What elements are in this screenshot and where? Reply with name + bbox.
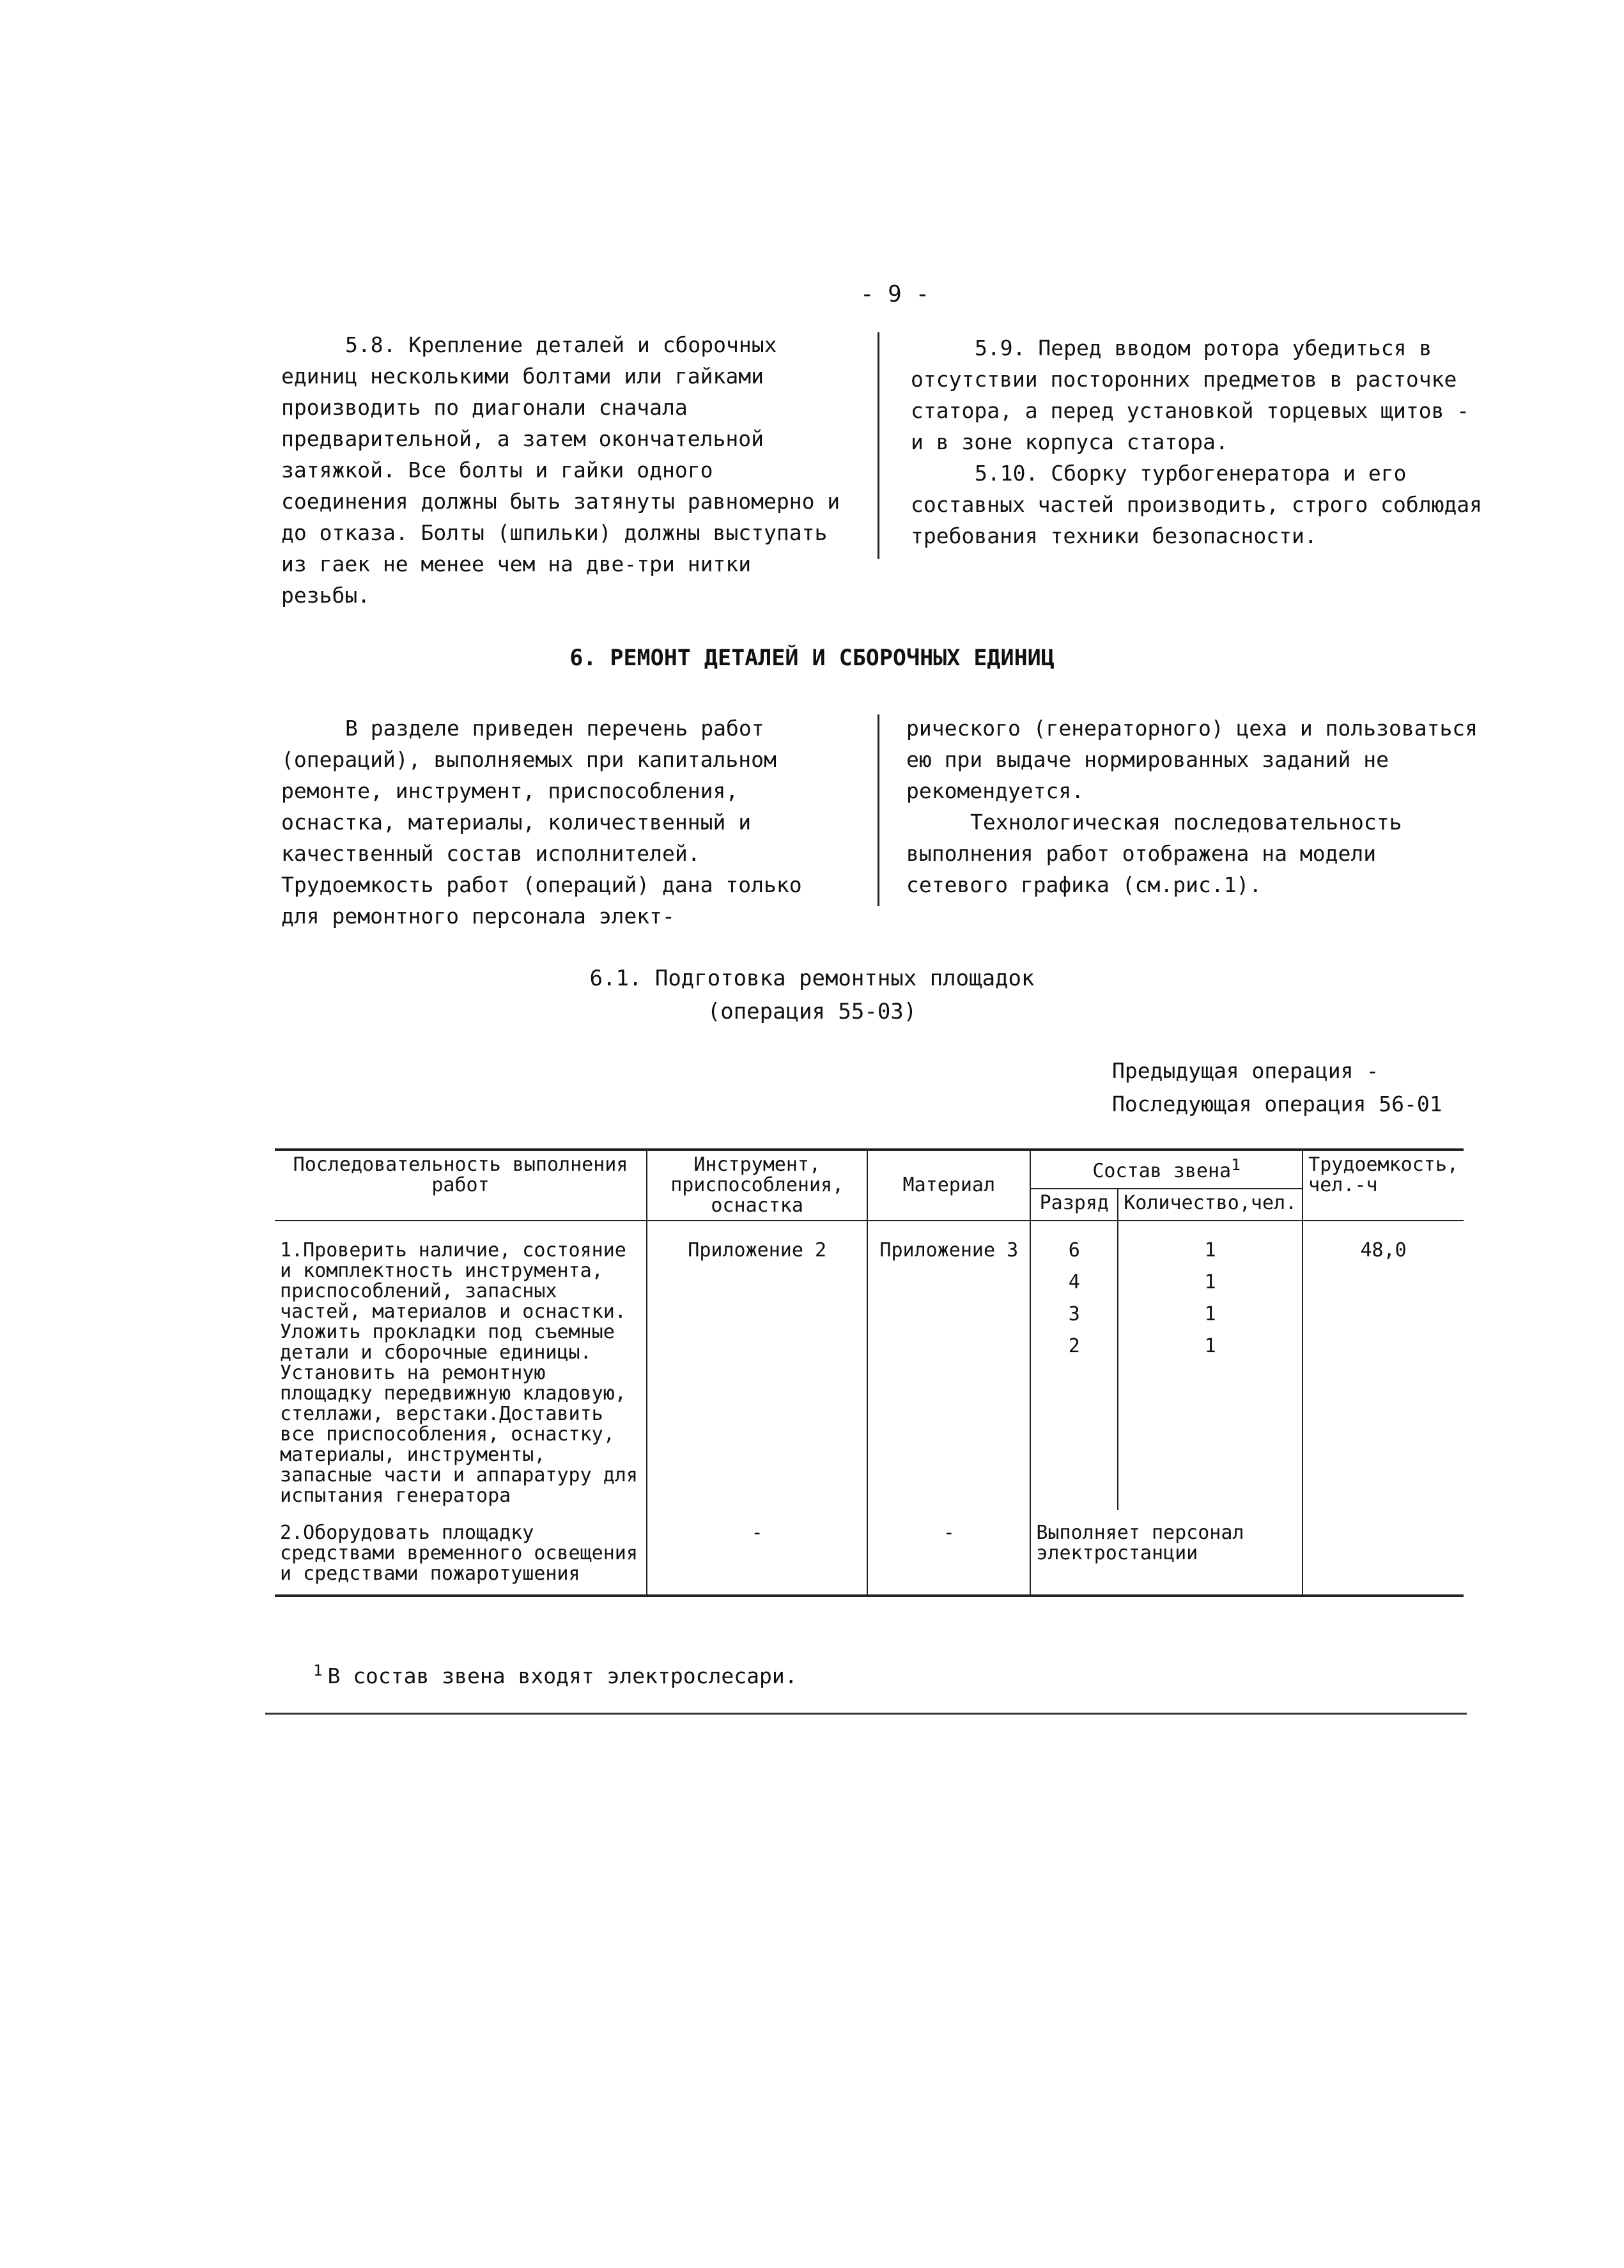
footnote-text: В состав звена входят электрослесари.: [327, 1663, 798, 1688]
row1-tools: Приложение 2: [647, 1221, 867, 1510]
operations-table: [275, 1148, 1464, 1597]
footnote: [313, 1662, 798, 1688]
header-team-label: Состав звена: [1092, 1160, 1232, 1182]
grade-value: 2: [1068, 1335, 1080, 1357]
row2-labor: [1303, 1510, 1464, 1596]
header-count: Количество,чел.: [1118, 1189, 1303, 1221]
grade-value: 4: [1068, 1271, 1080, 1293]
row2-material: -: [867, 1510, 1030, 1596]
column-divider-mid: [878, 714, 879, 906]
text-column-mid-left: [281, 713, 850, 932]
count-value: 1: [1204, 1271, 1216, 1293]
header-material: Материал: [867, 1150, 1030, 1221]
paragraph-5-10: 5.10. Сборку турбогенератора и его составных частей производить, строго соблюдая требования техники безопасности.: [911, 461, 1483, 548]
page-number: - 9 -: [860, 281, 930, 307]
previous-operation: Предыдущая операция -: [1112, 1058, 1379, 1083]
row1-labor: 48,0: [1303, 1221, 1464, 1510]
column-divider-top: [878, 332, 879, 559]
header-tools: Инструмент, приспособления, оснастка: [647, 1150, 867, 1221]
text-column-top-right: [911, 332, 1486, 552]
table-row: [275, 1221, 1464, 1510]
row1-material: Приложение 3: [867, 1221, 1030, 1510]
subsection-operation: (операция 55-03): [707, 999, 917, 1024]
table-row: [275, 1510, 1464, 1596]
operations-block: [1112, 1054, 1442, 1121]
row2-team-note: Выполняет персонал электростанции: [1030, 1510, 1303, 1596]
grade-value: 3: [1068, 1303, 1080, 1325]
footnote-mark: 1: [313, 1662, 323, 1679]
header-team: [1030, 1150, 1303, 1189]
header-sequence: Последовательность выполнения работ: [275, 1150, 647, 1221]
table-header-row: [275, 1150, 1464, 1189]
next-operation: Последующая операция 56-01: [1112, 1092, 1442, 1116]
count-value: 1: [1204, 1303, 1216, 1325]
subsection-title: 6.1. Подготовка ремонтных площадок: [589, 966, 1035, 991]
count-value: 1: [1204, 1335, 1216, 1357]
row1-sequence: 1.Проверить наличие, состояние и комплектность инструмента, приспособлений, запасных частей, материалов и оснастки. Уложить прокладки под съемные детали и сборочные единицы. Установить на ремонтную площадку передвижную кладовую, стеллажи, верстаки.Доставить все приспособления, оснастку, материалы, инструменты, запасные части и аппаратуру для испытания генератора: [275, 1221, 647, 1510]
row2-sequence: 2.Оборудовать площадку средствами временного освещения и средствами пожаротушения: [275, 1510, 647, 1596]
bottom-rule: [265, 1713, 1467, 1715]
count-value: 1: [1204, 1239, 1216, 1261]
paragraph-5-8: 5.8. Крепление деталей и сборочных единиц несколькими болтами или гайками производить по диагонали сначала предварительной, а затем окончательной затяжкой. Все болты и гайки одного соединения должны быть затянуты равномерно и до отказа. Болты (шпильки) должны выступать из гаек не менее чем на две-три нитки резьбы.: [281, 332, 840, 608]
paragraph-intro-right: рического (генераторного) цеха и пользоваться ею при выдаче нормированных заданий не рекомендуется.: [906, 716, 1478, 803]
row2-tools: -: [647, 1510, 867, 1596]
paragraph-sequence: Технологическая последовательность выполнения работ отображена на модели сетевого графика (см.рис.1).: [906, 810, 1402, 897]
header-grade: Разряд: [1030, 1189, 1118, 1221]
text-column-top-left: [281, 329, 850, 611]
header-team-footnote-mark: 1: [1231, 1155, 1241, 1174]
paragraph-intro-left: В разделе приведен перечень работ (операций), выполняемых при капитальном ремонте, инструмент, приспособления, оснастка, материалы, количественный и качественный состав исполнителей. Трудоемкость работ (операций) дана только для ремонтного персонала элект-: [281, 716, 802, 929]
header-labor: Трудоемкость, чел.-ч: [1303, 1150, 1464, 1221]
row1-counts: [1118, 1221, 1303, 1510]
section-heading: 6. РЕМОНТ ДЕТАЛЕЙ И СБОРОЧНЫХ ЕДИНИЦ: [569, 645, 1055, 671]
grade-value: 6: [1068, 1239, 1080, 1261]
paragraph-5-9: 5.9. Перед вводом ротора убедиться в отсутствии посторонних предметов в расточке статора, а перед установкой торцевых щитов - и в зоне корпуса статора.: [911, 336, 1470, 454]
row1-grades: [1030, 1221, 1118, 1510]
subsection-title-block: [0, 962, 1624, 1028]
text-column-mid-right: [906, 713, 1481, 900]
